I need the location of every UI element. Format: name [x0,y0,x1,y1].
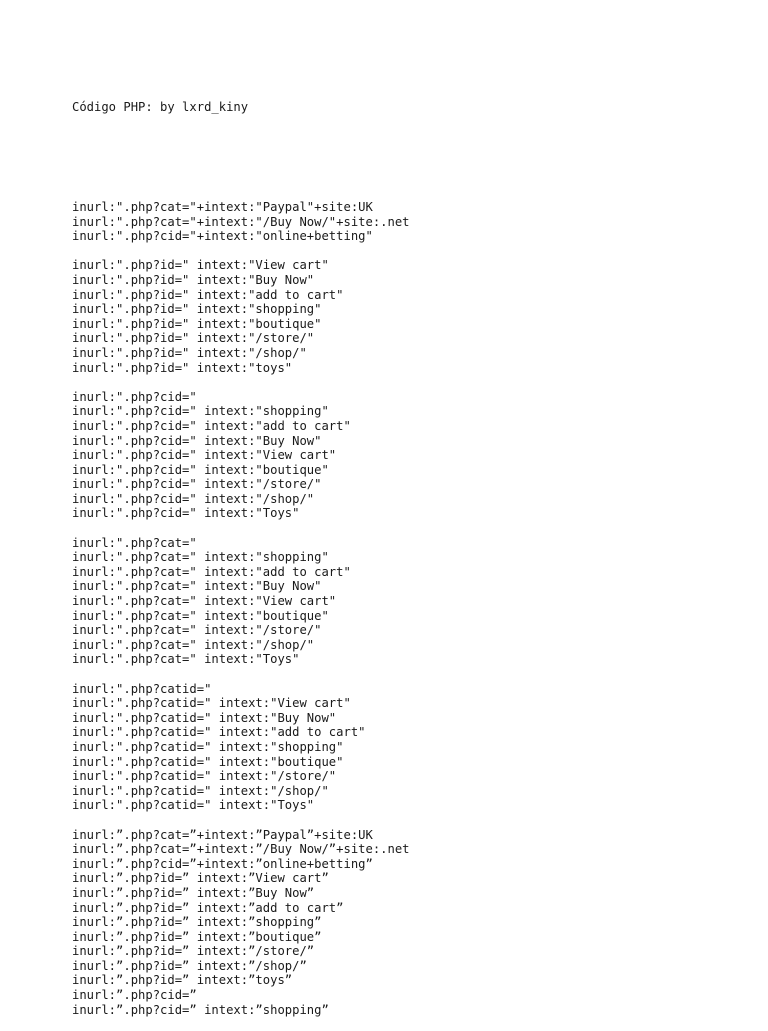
query-block [72,828,752,1018]
query-block [72,200,752,244]
query-line: inurl:".php?cat=" intext:"add to cart" [72,564,351,579]
query-line: inurl:".php?id=" intext:"boutique" [72,316,322,331]
query-line: inurl:".php?cat=" intext:"View cart" [72,594,337,609]
query-line: inurl:".php?catid=" intext:"Toys" [72,798,315,813]
document-page [72,72,752,1031]
query-block [72,682,752,813]
query-line: inurl:".php?cid=" intext:"/shop/" [72,491,315,506]
query-line: inurl:".php?cat=" [72,535,197,550]
query-line: inurl:”.php?cid=”+intext:”online+betting” [72,856,373,871]
query-line: inurl:".php?catid=" intext:"/shop/" [72,783,329,798]
query-line: inurl:”.php?id=” intext:”toys” [72,973,293,988]
query-line: inurl:".php?catid=" intext:"Buy Now" [72,710,337,725]
title-spacing [72,143,752,172]
query-line: inurl:".php?catid=" [72,681,212,696]
query-line: inurl:".php?cat=" intext:"boutique" [72,608,329,623]
query-line: inurl:".php?cat="+intext:"/Buy Now/"+site:.net [72,214,410,229]
query-line: inurl:".php?id=" intext:"/store/" [72,331,315,346]
query-line: inurl:".php?id=" intext:"shopping" [72,302,322,317]
query-line: inurl:".php?catid=" intext:"/store/" [72,769,337,784]
query-line: inurl:".php?cid=" intext:"View cart" [72,448,337,463]
query-line: inurl:".php?cat=" intext:"Toys" [72,652,300,667]
query-line: inurl:".php?cid=" intext:"/store/" [72,477,322,492]
query-line: inurl:".php?cat=" intext:"shopping" [72,550,329,565]
query-line: inurl:".php?cid=" intext:"Toys" [72,506,300,521]
query-line: inurl:".php?cid=" intext:"Buy Now" [72,433,322,448]
query-line: inurl:”.php?id=” intext:”/shop/” [72,958,307,973]
query-line: inurl:”.php?id=” intext:”/store/” [72,944,315,959]
query-line: inurl:”.php?id=” intext:”add to cart” [72,900,344,915]
query-line: inurl:".php?cid=" intext:"boutique" [72,462,329,477]
query-line: inurl:”.php?id=” intext:”Buy Now” [72,885,315,900]
query-line: inurl:".php?cat=" intext:"Buy Now" [72,579,322,594]
query-block [72,536,752,667]
document-title: Código PHP: by lxrd_kiny [72,100,249,114]
query-line: inurl:".php?cid="+intext:"online+betting" [72,229,373,244]
query-block [72,258,752,375]
query-block [72,390,752,521]
query-line: inurl:".php?id=" intext:"toys" [72,360,293,375]
query-line: inurl:”.php?cat=”+intext:”/Buy Now/”+site:.net [72,842,410,857]
query-line: inurl:".php?id=" intext:"/shop/" [72,345,307,360]
query-line: inurl:".php?cid=" [72,389,197,404]
query-line: inurl:”.php?cat=”+intext:”Paypal”+site:UK [72,827,373,842]
dork-query-list [72,200,752,1017]
query-line: inurl:".php?catid=" intext:"shopping" [72,739,344,754]
query-line: inurl:".php?catid=" intext:"View cart" [72,696,351,711]
query-line: inurl:".php?cid=" intext:"shopping" [72,404,329,419]
query-line: inurl:”.php?id=” intext:”View cart” [72,871,329,886]
query-line: inurl:”.php?id=” intext:”boutique” [72,929,322,944]
query-line: inurl:".php?catid=" intext:"add to cart" [72,725,366,740]
query-line: inurl:”.php?cid=” intext:”shopping” [72,1002,329,1017]
query-line: inurl:".php?cat=" intext:"/shop/" [72,637,315,652]
query-line: inurl:".php?cat=" intext:"/store/" [72,623,322,638]
query-line: inurl:".php?catid=" intext:"boutique" [72,754,344,769]
query-line: inurl:".php?cid=" intext:"add to cart" [72,418,351,433]
query-line: inurl:".php?cat="+intext:"Paypal"+site:UK [72,200,373,214]
query-line: inurl:”.php?cid=” [72,988,197,1003]
query-line: inurl:".php?id=" intext:"Buy Now" [72,272,315,287]
query-line: inurl:”.php?id=” intext:”shopping” [72,915,322,930]
query-line: inurl:".php?id=" intext:"View cart" [72,258,329,273]
query-line: inurl:".php?id=" intext:"add to cart" [72,287,344,302]
